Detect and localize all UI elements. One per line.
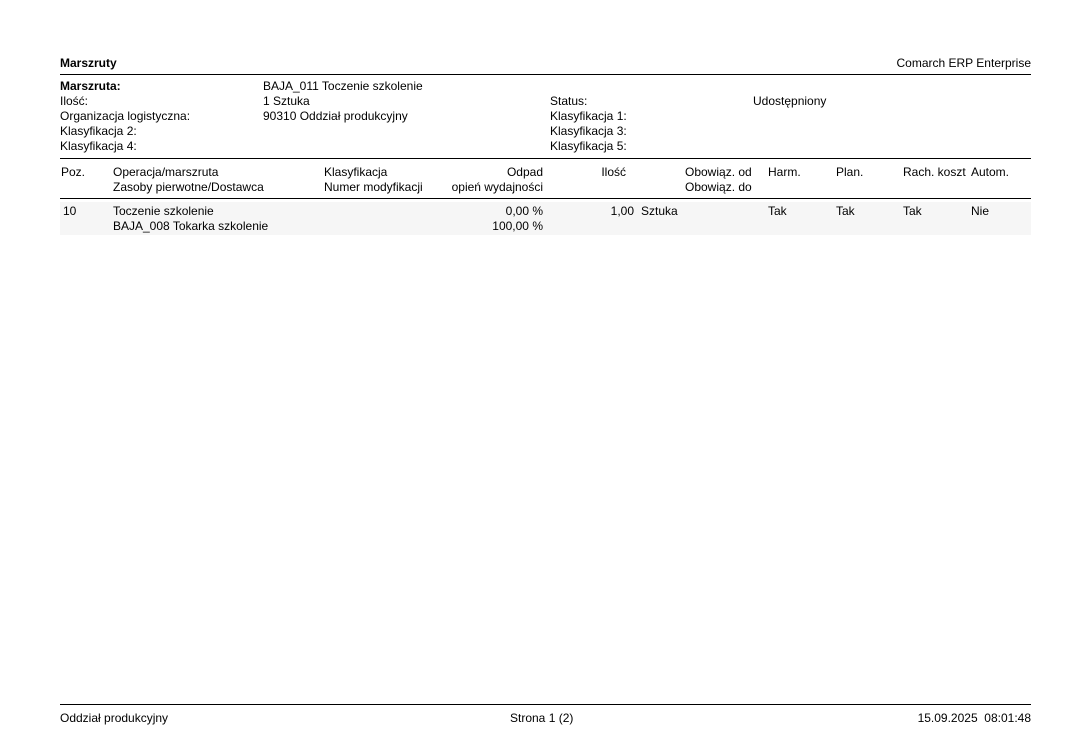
footer-rule	[60, 704, 1031, 705]
status-value: Udostępniony	[753, 94, 827, 108]
row-rach-koszt: Tak	[903, 204, 922, 218]
klasyfikacja1-label: Klasyfikacja 1:	[550, 109, 627, 123]
col-header-ilosc: Ilość	[601, 165, 626, 179]
row-zasoby: BAJA_008 Tokarka szkolenie	[113, 219, 269, 233]
col-header-zasoby: Zasoby pierwotne/Dostawca	[113, 180, 264, 194]
col-header-harm: Harm.	[768, 165, 801, 179]
col-header-klasyfikacja: Klasyfikacja	[324, 165, 388, 179]
col-header-numer-modyfikacji: Numer modyfikacji	[324, 180, 423, 194]
row-wydajnosc: 100,00 %	[492, 219, 543, 233]
col-header-obowiaz-do: Obowiąz. do	[685, 180, 752, 194]
col-header-stopien-wydajnosci: opień wydajności	[451, 180, 543, 194]
row-autom: Nie	[971, 204, 990, 218]
footer-page-number: Strona 1 (2)	[510, 711, 574, 725]
marszruta-value: BAJA_011 Toczenie szkolenie	[263, 79, 423, 93]
col-header-odpad: Odpad	[506, 165, 543, 179]
row-odpad: 0,00 %	[505, 204, 543, 218]
footer-organizacja: Oddział produkcyjny	[60, 711, 169, 725]
table-top-rule	[60, 158, 1031, 159]
row-jednostka: Sztuka	[641, 204, 678, 218]
row-plan: Tak	[836, 204, 855, 218]
header-rule	[60, 74, 1031, 75]
ilosc-label: Ilość:	[60, 94, 89, 108]
klasyfikacja3-label: Klasyfikacja 3:	[550, 124, 627, 138]
row-harm: Tak	[768, 204, 787, 218]
klasyfikacja5-label: Klasyfikacja 5:	[550, 139, 627, 153]
row-operacja: Toczenie szkolenie	[113, 204, 214, 218]
klasyfikacja4-label: Klasyfikacja 4:	[60, 139, 137, 153]
col-header-plan: Plan.	[836, 165, 864, 179]
col-header-rach-koszt: Rach. koszt	[903, 165, 966, 179]
footer-datetime: 15.09.2025 08:01:48	[917, 711, 1031, 725]
klasyfikacja2-label: Klasyfikacja 2:	[60, 124, 137, 138]
ilosc-value: 1 Sztuka	[263, 94, 310, 108]
report-title: Marszruty	[60, 56, 117, 70]
organizacja-label: Organizacja logistyczna:	[60, 109, 191, 123]
app-name: Comarch ERP Enterprise	[896, 56, 1031, 70]
status-label: Status:	[550, 94, 588, 108]
col-header-operacja: Operacja/marszruta	[113, 165, 219, 179]
row-poz: 10	[63, 204, 77, 218]
col-header-poz: Poz.	[61, 165, 86, 179]
col-header-obowiaz-od: Obowiąz. od	[685, 165, 752, 179]
col-header-autom: Autom.	[971, 165, 1010, 179]
table-header-rule	[60, 198, 1031, 199]
organizacja-value: 90310 Oddział produkcyjny	[263, 109, 408, 123]
marszruta-label: Marszruta:	[60, 79, 121, 93]
row-ilosc: 1,00	[610, 204, 634, 218]
